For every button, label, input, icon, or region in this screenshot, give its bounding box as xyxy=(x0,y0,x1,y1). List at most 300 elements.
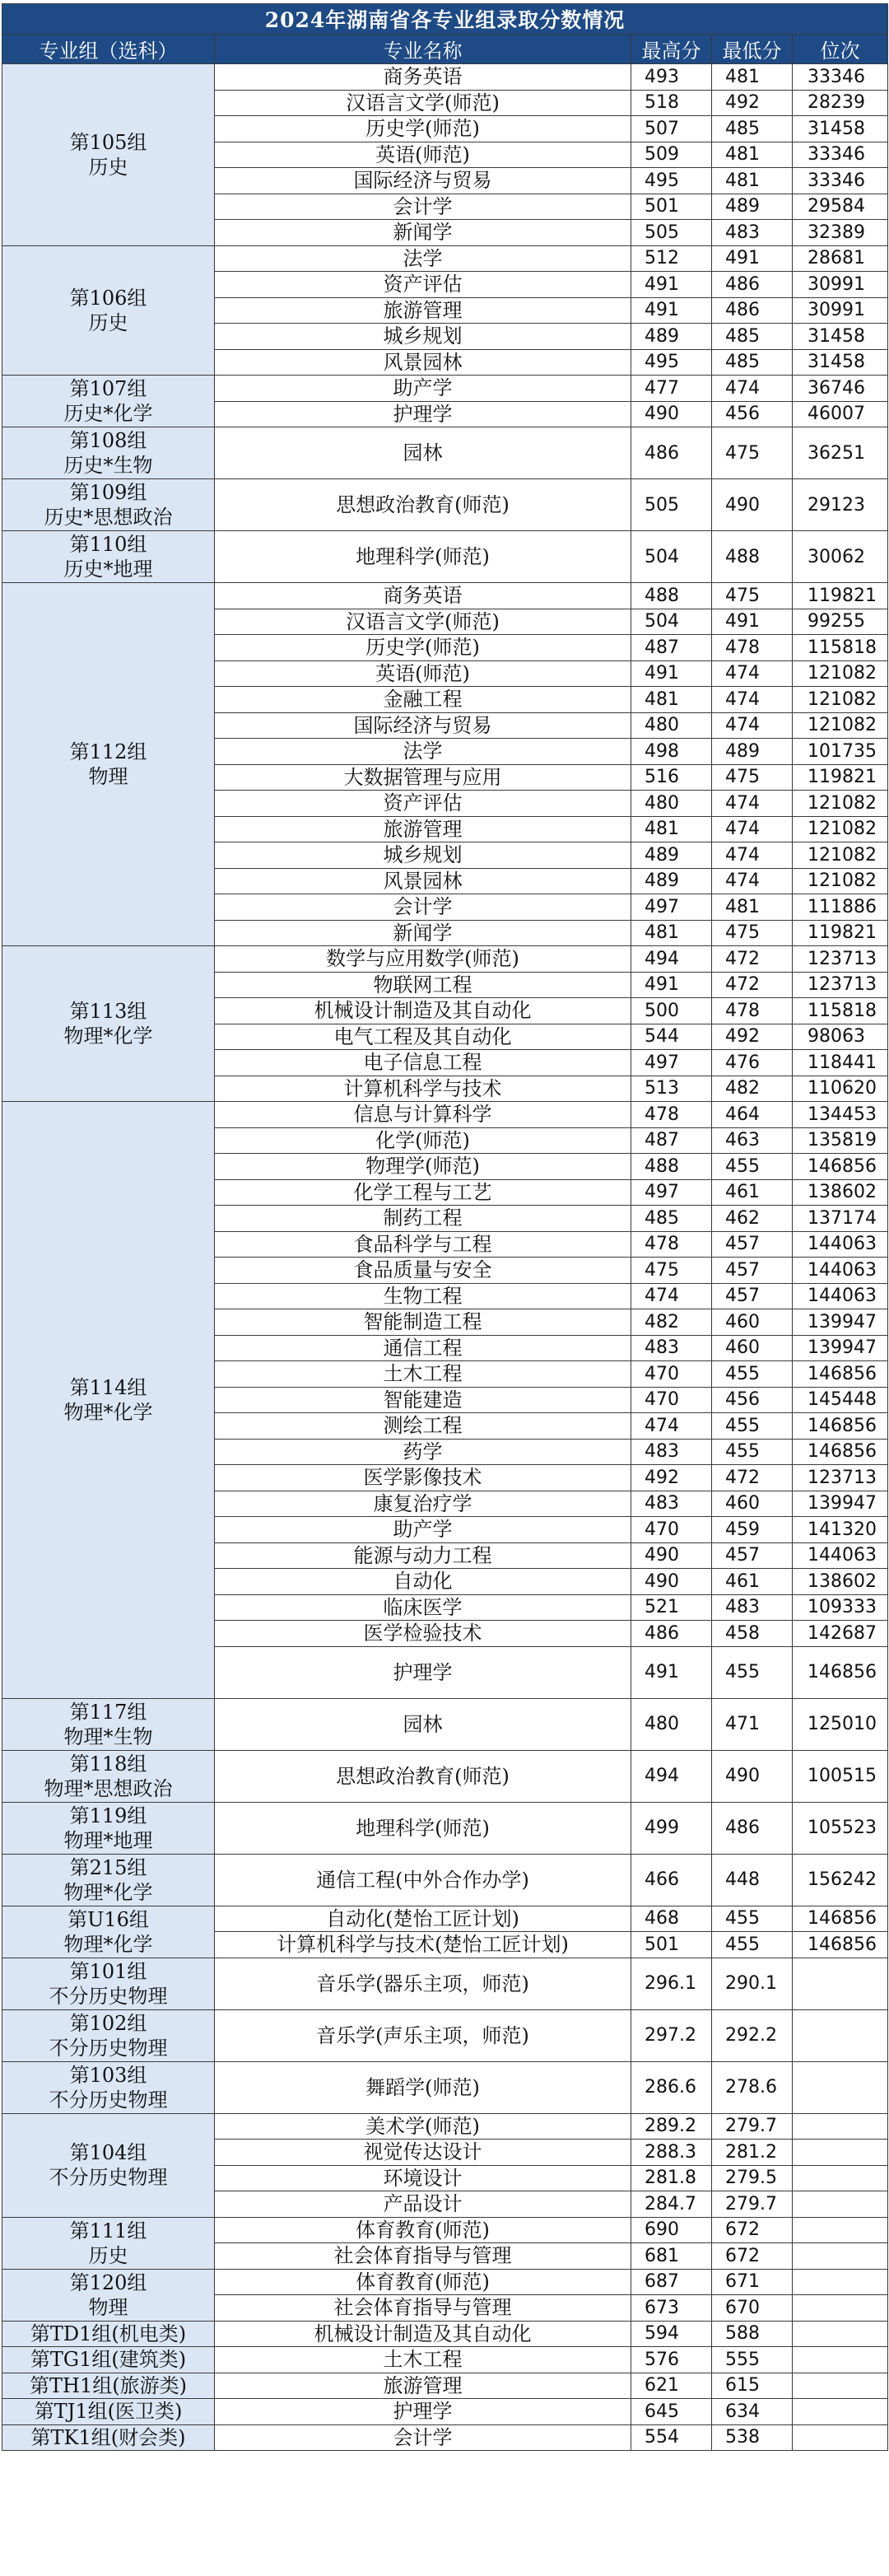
max-score: 490 xyxy=(631,401,712,427)
min-score: 488 xyxy=(712,531,793,583)
group-cell xyxy=(2,1958,215,2009)
table-row xyxy=(2,2373,888,2399)
group-name: 第110组 xyxy=(69,533,147,556)
rank-value xyxy=(793,2295,888,2322)
major-name: 园林 xyxy=(215,427,631,479)
major-name: 计算机科学与技术 xyxy=(215,1076,631,1102)
major-name: 助产学 xyxy=(215,376,631,402)
group-cell xyxy=(2,2424,215,2451)
major-name: 制药工程 xyxy=(215,1206,631,1232)
min-score: 463 xyxy=(712,1127,793,1154)
group-name: 第TG1组(建筑类) xyxy=(30,2348,187,2372)
header-group: 专业组（选科） xyxy=(2,35,215,64)
rank-value: 101735 xyxy=(793,739,888,765)
group-cell xyxy=(2,2217,215,2269)
min-score: 457 xyxy=(712,1258,793,1284)
group-name: 第114组 xyxy=(69,1375,147,1399)
max-score: 470 xyxy=(631,1387,712,1413)
major-name: 法学 xyxy=(215,739,631,765)
group-name: 第112组 xyxy=(69,740,147,763)
group-name: 第113组 xyxy=(69,1000,147,1023)
min-score: 475 xyxy=(712,427,793,479)
major-name: 体育教育(师范) xyxy=(215,2217,631,2243)
major-name: 会计学 xyxy=(215,2424,631,2451)
max-score: 487 xyxy=(631,1127,712,1154)
major-name: 电气工程及其自动化 xyxy=(215,1024,631,1050)
rank-value: 32389 xyxy=(793,220,888,246)
table-row xyxy=(2,427,888,454)
max-score: 468 xyxy=(631,1906,712,1932)
min-score: 489 xyxy=(712,194,793,220)
major-name: 旅游管理 xyxy=(215,2373,631,2399)
max-score: 288.3 xyxy=(631,2140,712,2166)
min-score: 460 xyxy=(712,1309,793,1336)
major-name: 化学工程与工艺 xyxy=(215,1179,631,1206)
rank-value: 138602 xyxy=(793,1569,888,1595)
major-name: 思想政治教育(师范) xyxy=(215,1750,631,1802)
group-name: 第111组 xyxy=(69,2219,147,2242)
max-score: 521 xyxy=(631,1594,712,1621)
max-score: 490 xyxy=(631,1542,712,1569)
max-score: 482 xyxy=(631,1309,712,1336)
min-score: 464 xyxy=(712,1102,793,1128)
max-score: 501 xyxy=(631,194,712,220)
max-score: 289.2 xyxy=(631,2113,712,2140)
min-score: 457 xyxy=(712,1231,793,1258)
major-name: 地理科学(师范) xyxy=(215,1802,631,1854)
max-score: 504 xyxy=(631,609,712,635)
min-score: 588 xyxy=(712,2321,793,2347)
rank-value: 36251 xyxy=(793,427,888,479)
rank-value: 119821 xyxy=(793,920,888,946)
rank-value xyxy=(793,2424,888,2451)
rank-value xyxy=(793,2269,888,2295)
rank-value: 119821 xyxy=(793,764,888,791)
major-name: 物联网工程 xyxy=(215,972,631,998)
min-score: 279.5 xyxy=(712,2165,793,2191)
major-name: 能源与动力工程 xyxy=(215,1542,631,1569)
min-score: 489 xyxy=(712,739,793,765)
group-name: 第103组 xyxy=(69,2063,147,2087)
group-subjects: 历史 xyxy=(88,310,128,334)
rank-value xyxy=(793,2321,888,2347)
group-name: 第TJ1组(医卫类) xyxy=(34,2400,183,2424)
group-subjects: 物理*化学 xyxy=(63,1024,153,1048)
max-score: 286.6 xyxy=(631,2061,712,2113)
min-score: 672 xyxy=(712,2243,793,2270)
min-score: 482 xyxy=(712,1076,793,1102)
min-score: 459 xyxy=(712,1517,793,1543)
table-body xyxy=(2,64,888,2451)
max-score: 491 xyxy=(631,972,712,998)
rank-value: 99255 xyxy=(793,609,888,635)
rank-value: 29123 xyxy=(793,479,888,531)
rank-value xyxy=(793,2140,888,2166)
group-cell xyxy=(2,2061,215,2113)
max-score: 490 xyxy=(631,1569,712,1595)
table-row xyxy=(2,583,888,609)
major-name: 生物工程 xyxy=(215,1283,631,1309)
major-name: 机械设计制造及其自动化 xyxy=(215,998,631,1024)
min-score: 491 xyxy=(712,245,793,272)
group-subjects: 历史*生物 xyxy=(63,454,153,477)
group-cell xyxy=(2,64,215,246)
major-name: 康复治疗学 xyxy=(215,1491,631,1517)
min-score: 460 xyxy=(712,1491,793,1517)
rank-value: 33346 xyxy=(793,168,888,194)
group-subjects: 物理*化学 xyxy=(63,1932,153,1956)
group-subjects: 历史 xyxy=(88,155,128,179)
group-name: 第108组 xyxy=(69,429,147,452)
max-score: 491 xyxy=(631,1646,712,1698)
table-row xyxy=(2,2061,888,2088)
group-cell xyxy=(2,2009,215,2061)
min-score: 486 xyxy=(712,272,793,298)
max-score: 516 xyxy=(631,764,712,791)
min-score: 475 xyxy=(712,583,793,609)
rank-value: 105523 xyxy=(793,1802,888,1854)
min-score: 279.7 xyxy=(712,2191,793,2218)
group-name: 第120组 xyxy=(69,2270,147,2294)
group-subjects: 不分历史物理 xyxy=(49,2166,168,2189)
group-cell xyxy=(2,479,215,531)
major-name: 城乡规划 xyxy=(215,842,631,869)
min-score: 448 xyxy=(712,1854,793,1906)
max-score: 470 xyxy=(631,1517,712,1543)
rank-value: 125010 xyxy=(793,1698,888,1750)
major-name: 体育教育(师范) xyxy=(215,2269,631,2295)
group-name: 第TD1组(机电类) xyxy=(30,2322,187,2345)
major-name: 社会体育指导与管理 xyxy=(215,2295,631,2322)
max-score: 491 xyxy=(631,272,712,298)
group-subjects: 物理*思想政治 xyxy=(44,1776,173,1800)
min-score: 474 xyxy=(712,376,793,402)
min-score: 455 xyxy=(712,1439,793,1465)
table-row xyxy=(2,531,888,558)
rank-value: 33346 xyxy=(793,142,888,168)
major-name: 临床医学 xyxy=(215,1594,631,1621)
group-subjects: 不分历史物理 xyxy=(49,2036,168,2060)
table-row xyxy=(2,245,888,272)
min-score: 455 xyxy=(712,1906,793,1932)
group-subjects: 历史*地理 xyxy=(63,558,153,581)
min-score: 455 xyxy=(712,1646,793,1698)
group-name: 第104组 xyxy=(69,2141,147,2164)
max-score: 483 xyxy=(631,1335,712,1361)
max-score: 673 xyxy=(631,2295,712,2322)
rank-value: 30991 xyxy=(793,272,888,298)
major-name: 智能制造工程 xyxy=(215,1309,631,1336)
max-score: 480 xyxy=(631,791,712,817)
min-score: 455 xyxy=(712,1932,793,1958)
max-score: 518 xyxy=(631,90,712,116)
major-name: 商务英语 xyxy=(215,583,631,609)
max-score: 281.8 xyxy=(631,2165,712,2191)
rank-value: 121082 xyxy=(793,712,888,739)
major-name: 历史学(师范) xyxy=(215,635,631,661)
table-row xyxy=(2,2321,888,2347)
max-score: 489 xyxy=(631,868,712,894)
table-row xyxy=(2,946,888,973)
rank-value: 141320 xyxy=(793,1517,888,1543)
group-name: 第U16组 xyxy=(67,1907,149,1931)
max-score: 474 xyxy=(631,1413,712,1440)
min-score: 485 xyxy=(712,116,793,142)
max-score: 497 xyxy=(631,1179,712,1206)
min-score: 456 xyxy=(712,401,793,427)
table-title: 2024年湖南省各专业组录取分数情况 xyxy=(2,4,888,35)
group-cell xyxy=(2,1906,215,1958)
min-score: 483 xyxy=(712,1594,793,1621)
rank-value xyxy=(793,2399,888,2425)
max-score: 509 xyxy=(631,142,712,168)
major-name: 旅游管理 xyxy=(215,816,631,842)
max-score: 513 xyxy=(631,1076,712,1102)
group-cell xyxy=(2,2269,215,2321)
major-name: 新闻学 xyxy=(215,220,631,246)
max-score: 500 xyxy=(631,998,712,1024)
major-name: 会计学 xyxy=(215,894,631,921)
min-score: 461 xyxy=(712,1179,793,1206)
rank-value xyxy=(793,2165,888,2191)
major-name: 旅游管理 xyxy=(215,297,631,324)
group-cell xyxy=(2,2373,215,2399)
major-name: 汉语言文学(师范) xyxy=(215,609,631,635)
table-row xyxy=(2,479,888,506)
min-score: 474 xyxy=(712,816,793,842)
rank-value: 28681 xyxy=(793,245,888,272)
max-score: 481 xyxy=(631,920,712,946)
rank-value: 31458 xyxy=(793,116,888,142)
min-score: 461 xyxy=(712,1569,793,1595)
rank-value xyxy=(793,2373,888,2399)
min-score: 456 xyxy=(712,1387,793,1413)
table-row xyxy=(2,2113,888,2140)
major-name: 法学 xyxy=(215,245,631,272)
max-score: 478 xyxy=(631,1231,712,1258)
min-score: 457 xyxy=(712,1283,793,1309)
major-name: 环境设计 xyxy=(215,2165,631,2191)
group-name: 第102组 xyxy=(69,2011,147,2035)
min-score: 490 xyxy=(712,1750,793,1802)
group-subjects: 物理*地理 xyxy=(63,1828,153,1852)
max-score: 494 xyxy=(631,946,712,973)
group-subjects: 物理*化学 xyxy=(63,1400,153,1424)
table-row xyxy=(2,2217,888,2243)
max-score: 481 xyxy=(631,687,712,713)
max-score: 645 xyxy=(631,2399,712,2425)
max-score: 485 xyxy=(631,1206,712,1232)
rank-value: 30062 xyxy=(793,531,888,583)
max-score: 481 xyxy=(631,816,712,842)
rank-value: 139947 xyxy=(793,1309,888,1336)
group-name: 第215组 xyxy=(69,1855,147,1879)
min-score: 292.2 xyxy=(712,2009,793,2061)
max-score: 554 xyxy=(631,2424,712,2451)
min-score: 538 xyxy=(712,2424,793,2451)
group-cell xyxy=(2,2113,215,2217)
major-name: 自动化(楚怡工匠计划) xyxy=(215,1906,631,1932)
rank-value xyxy=(793,2191,888,2218)
table-row xyxy=(2,1906,888,1932)
group-name: 第106组 xyxy=(69,286,147,310)
rank-value: 115818 xyxy=(793,998,888,1024)
major-name: 数学与应用数学(师范) xyxy=(215,946,631,973)
rank-value: 100515 xyxy=(793,1750,888,1802)
max-score: 498 xyxy=(631,739,712,765)
major-name: 通信工程(中外合作办学) xyxy=(215,1854,631,1906)
max-score: 491 xyxy=(631,660,712,687)
rank-value: 46007 xyxy=(793,401,888,427)
rank-value: 29584 xyxy=(793,194,888,220)
max-score: 480 xyxy=(631,1698,712,1750)
group-subjects: 历史*思想政治 xyxy=(44,506,173,529)
rank-value: 144063 xyxy=(793,1231,888,1258)
min-score: 483 xyxy=(712,220,793,246)
rank-value: 121082 xyxy=(793,791,888,817)
group-subjects: 物理*生物 xyxy=(63,1724,153,1748)
rank-value: 156242 xyxy=(793,1854,888,1906)
table-row xyxy=(2,1750,888,1776)
max-score: 505 xyxy=(631,479,712,531)
group-cell xyxy=(2,1802,215,1854)
rank-value: 137174 xyxy=(793,1206,888,1232)
group-subjects: 物理 xyxy=(88,2295,128,2319)
min-score: 491 xyxy=(712,609,793,635)
major-name: 城乡规划 xyxy=(215,324,631,350)
major-name: 商务英语 xyxy=(215,64,631,91)
major-name: 食品科学与工程 xyxy=(215,1231,631,1258)
rank-value: 144063 xyxy=(793,1283,888,1309)
min-score: 492 xyxy=(712,90,793,116)
rank-value: 144063 xyxy=(793,1258,888,1284)
group-cell xyxy=(2,1102,215,1699)
group-name: 第109组 xyxy=(69,481,147,504)
rank-value: 135819 xyxy=(793,1127,888,1154)
min-score: 474 xyxy=(712,791,793,817)
min-score: 472 xyxy=(712,1465,793,1491)
rank-value: 30991 xyxy=(793,297,888,324)
rank-value: 139947 xyxy=(793,1491,888,1517)
max-score: 488 xyxy=(631,583,712,609)
major-name: 食品质量与安全 xyxy=(215,1258,631,1284)
min-score: 486 xyxy=(712,297,793,324)
major-name: 视觉传达设计 xyxy=(215,2140,631,2166)
min-score: 481 xyxy=(712,142,793,168)
major-name: 土木工程 xyxy=(215,1361,631,1388)
max-score: 478 xyxy=(631,1102,712,1128)
major-name: 助产学 xyxy=(215,1517,631,1543)
major-name: 信息与计算科学 xyxy=(215,1102,631,1128)
min-score: 457 xyxy=(712,1542,793,1569)
min-score: 478 xyxy=(712,635,793,661)
min-score: 481 xyxy=(712,64,793,91)
min-score: 455 xyxy=(712,1413,793,1440)
major-name: 电子信息工程 xyxy=(215,1050,631,1076)
max-score: 489 xyxy=(631,324,712,350)
min-score: 474 xyxy=(712,660,793,687)
group-subjects: 不分历史物理 xyxy=(49,1984,168,2008)
max-score: 507 xyxy=(631,116,712,142)
group-name: 第118组 xyxy=(69,1752,147,1776)
max-score: 497 xyxy=(631,894,712,921)
rank-value: 115818 xyxy=(793,635,888,661)
major-name: 国际经济与贸易 xyxy=(215,168,631,194)
group-cell xyxy=(2,427,215,479)
max-score: 474 xyxy=(631,1283,712,1309)
major-name: 美术学(师范) xyxy=(215,2113,631,2140)
major-name: 金融工程 xyxy=(215,687,631,713)
min-score: 474 xyxy=(712,687,793,713)
group-name: 第107组 xyxy=(69,377,147,400)
group-subjects: 历史*化学 xyxy=(63,402,153,425)
major-name: 新闻学 xyxy=(215,920,631,946)
min-score: 471 xyxy=(712,1698,793,1750)
group-cell xyxy=(2,2399,215,2425)
max-score: 466 xyxy=(631,1854,712,1906)
rank-value xyxy=(793,2061,888,2113)
rank-value: 145448 xyxy=(793,1387,888,1413)
header-major: 专业名称 xyxy=(215,35,631,64)
rank-value: 109333 xyxy=(793,1594,888,1621)
rank-value: 121082 xyxy=(793,660,888,687)
rank-value: 134453 xyxy=(793,1102,888,1128)
major-name: 药学 xyxy=(215,1439,631,1465)
min-score: 615 xyxy=(712,2373,793,2399)
group-subjects: 历史 xyxy=(88,2243,128,2267)
rank-value: 121082 xyxy=(793,687,888,713)
rank-value: 138602 xyxy=(793,1179,888,1206)
header-rank: 位次 xyxy=(793,35,888,64)
max-score: 495 xyxy=(631,349,712,376)
rank-value: 146856 xyxy=(793,1646,888,1698)
major-name: 风景园林 xyxy=(215,349,631,376)
min-score: 475 xyxy=(712,920,793,946)
max-score: 284.7 xyxy=(631,2191,712,2218)
rank-value: 118441 xyxy=(793,1050,888,1076)
major-name: 自动化 xyxy=(215,1569,631,1595)
rank-value: 146856 xyxy=(793,1154,888,1180)
min-score: 474 xyxy=(712,842,793,869)
major-name: 医学检验技术 xyxy=(215,1621,631,1647)
min-score: 672 xyxy=(712,2217,793,2243)
rank-value xyxy=(793,2009,888,2061)
major-name: 风景园林 xyxy=(215,868,631,894)
rank-value: 146856 xyxy=(793,1361,888,1388)
max-score: 483 xyxy=(631,1439,712,1465)
max-score: 687 xyxy=(631,2269,712,2295)
rank-value: 146856 xyxy=(793,1439,888,1465)
min-score: 478 xyxy=(712,998,793,1024)
rank-value: 123713 xyxy=(793,972,888,998)
rank-value: 121082 xyxy=(793,816,888,842)
max-score: 594 xyxy=(631,2321,712,2347)
min-score: 555 xyxy=(712,2347,793,2373)
min-score: 490 xyxy=(712,479,793,531)
min-score: 481 xyxy=(712,894,793,921)
max-score: 494 xyxy=(631,1750,712,1802)
min-score: 475 xyxy=(712,764,793,791)
rank-value xyxy=(793,2217,888,2243)
group-cell xyxy=(2,531,215,583)
table-row xyxy=(2,2424,888,2451)
group-subjects: 物理 xyxy=(88,765,128,788)
min-score: 279.7 xyxy=(712,2113,793,2140)
group-cell xyxy=(2,245,215,376)
max-score: 505 xyxy=(631,220,712,246)
min-score: 290.1 xyxy=(712,1958,793,2009)
major-name: 汉语言文学(师范) xyxy=(215,90,631,116)
